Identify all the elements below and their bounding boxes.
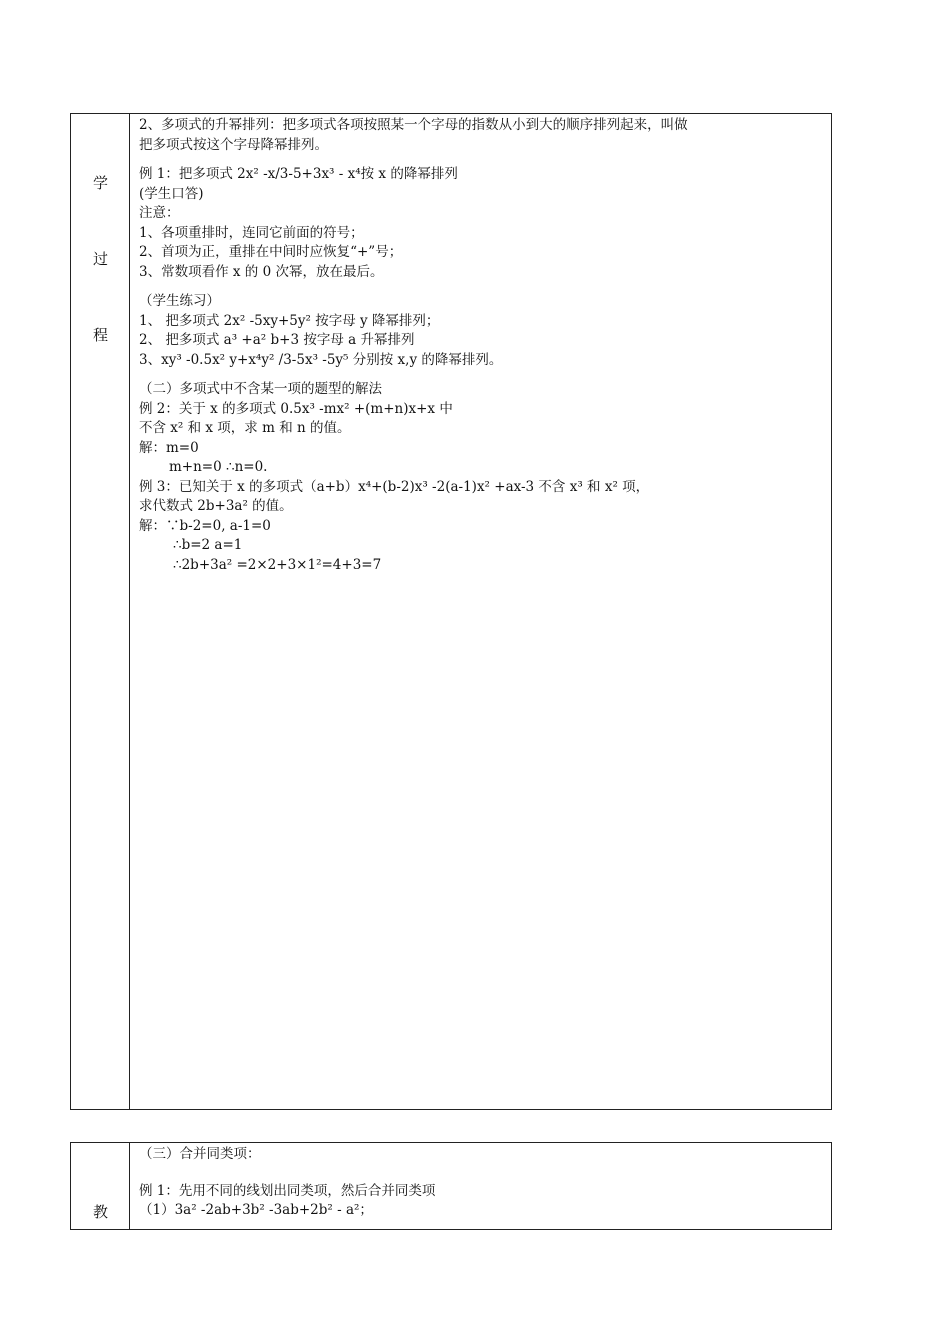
text-line: 例 1：把多项式 2x² -x/3-5+3x³ - x⁴按 x 的降幂排列 [139,166,458,182]
column-divider [129,1143,130,1229]
text-line: 注意： [139,205,180,221]
section2-content [139,1145,435,1221]
section1-content [139,116,688,575]
text-line: 例 2：关于 x 的多项式 0.5x³ -mx² +(m+n)x+x 中 [139,400,453,417]
side-char-xue: 学 [93,174,109,192]
text-line: ∴2b+3a² =2×2+3×1²=4+3=7 [173,556,382,573]
column-divider [129,114,130,1109]
text-line: 3、xy³ -0.5x² y+x⁴y² /3-5x³ -5y⁵ 分别按 x,y 的降幂排列。 [139,351,503,368]
text-line: 1、 把多项式 2x² -5xy+5y² 按字母 y 降幂排列； [139,312,440,329]
text-line: 不含 x² 和 x 项，求 m 和 n 的值。 [139,420,351,436]
text-line: 解：m=0 [139,439,199,456]
text-line: 把多项式按这个字母降幂排列。 [139,136,328,153]
text-line: 2、多项式的升幂排列：把多项式各项按照某一个字母的指数从小到大的顺序排列起来，叫做 [139,117,688,133]
text-line: 2、 把多项式 a³ +a² b+3 按字母 a 升幂排列 [139,332,415,348]
side-char-jiao: 教 [93,1203,109,1221]
text-line: （二）多项式中不含某一项的题型的解法 [139,381,382,397]
text-line: 例 3：已知关于 x 的多项式（a+b）x⁴+(b-2)x³ -2(a-1)x² +ax-3 不含 x³ 和 x² 项， [139,478,650,495]
text-line: 解：∵b-2=0, a-1=0 [139,517,271,534]
text-line: m+n=0 ∴n=0. [169,459,268,475]
side-char-guo: 过 [93,250,109,268]
text-line: （学生练习） [139,293,220,309]
text-line: 3、常数项看作 x 的 0 次幂，放在最后。 [139,263,384,280]
text-line: 求代数式 2b+3a² 的值。 [139,498,293,514]
text-line: 1、各项重排时，连同它前面的符号； [139,224,364,241]
side-char-cheng: 程 [93,326,109,344]
text-line: （1）3a² -2ab+3b² -3ab+2b² - a²； [139,1202,373,1218]
text-line: (学生口答) [139,185,204,202]
text-line: 例 1：先用不同的线划出同类项，然后合并同类项 [139,1182,436,1199]
text-line: 2、首项为正，重排在中间时应恢复“+”号； [139,244,403,260]
text-line: ∴b=2 a=1 [173,537,243,553]
text-line: （三）合并同类项： [139,1146,261,1162]
